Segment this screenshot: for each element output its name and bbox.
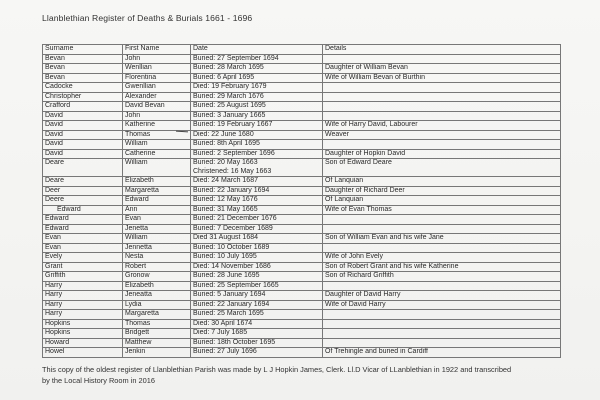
cell-first-name: John xyxy=(123,111,191,121)
footer-note xyxy=(42,365,562,386)
cell-details xyxy=(323,310,561,320)
cell-details: Daughter of David Harry xyxy=(323,291,561,301)
cell-date: Buried: 18th October 1695 xyxy=(191,338,323,348)
cell-date: Buried: 27 July 1696 xyxy=(191,348,323,358)
cell-surname: Cadocke xyxy=(43,83,123,93)
cell-details: Wife of David Harry xyxy=(323,300,561,310)
cell-date xyxy=(191,159,323,177)
cell-details xyxy=(323,281,561,291)
table-row xyxy=(43,348,561,358)
cell-date-line: Buried: 20 May 1663 xyxy=(193,159,258,166)
cell-surname: Hopkins xyxy=(43,319,123,329)
cell-surname: Deare xyxy=(43,159,123,177)
cell-surname: Evely xyxy=(43,253,123,263)
cell-date: Died: 7 July 1685 xyxy=(191,329,323,339)
cell-first-name: Jenkin xyxy=(123,348,191,358)
table-row xyxy=(43,291,561,301)
table-row xyxy=(43,83,561,93)
cell-first-name: David Bevan xyxy=(123,102,191,112)
table-row xyxy=(43,281,561,291)
cell-surname: Howel xyxy=(43,348,123,358)
cell-first-name: John xyxy=(123,54,191,64)
cell-first-name: Evan xyxy=(123,215,191,225)
cell-surname: Bevan xyxy=(43,64,123,74)
cell-surname: Griffith xyxy=(43,272,123,282)
cell-details xyxy=(323,243,561,253)
cell-details: Wife of John Evely xyxy=(323,253,561,263)
cell-surname: Evan xyxy=(43,234,123,244)
cell-details xyxy=(323,224,561,234)
table-row xyxy=(43,140,561,150)
cell-surname: Grant xyxy=(43,262,123,272)
cell-first-name: Thomas xyxy=(123,319,191,329)
cell-surname: David xyxy=(43,140,123,150)
cell-details xyxy=(323,329,561,339)
table-row xyxy=(43,149,561,159)
table-row xyxy=(43,159,561,177)
cell-surname: Edward xyxy=(43,224,123,234)
cell-first-name: Katherine xyxy=(123,121,191,131)
table-row xyxy=(43,205,561,215)
table-row xyxy=(43,224,561,234)
cell-date: Died: 22 June 1680 xyxy=(191,130,323,140)
table-row xyxy=(43,234,561,244)
column-header-surname: Surname xyxy=(43,45,123,55)
cell-date: Buried: 6 April 1695 xyxy=(191,73,323,83)
table-row xyxy=(43,338,561,348)
cell-details: Weaver xyxy=(323,130,561,140)
cell-first-name: William xyxy=(123,159,191,177)
table-header-row xyxy=(43,45,561,55)
cell-details xyxy=(323,92,561,102)
cell-first-name: Gronow xyxy=(123,272,191,282)
cell-date: Buried: 27 September 1694 xyxy=(191,54,323,64)
cell-first-name: Wenllian xyxy=(123,64,191,74)
cell-surname: David xyxy=(43,149,123,159)
footer-line-1: This copy of the oldest register of Llanblethian Parish was made by L J Hopkin James, Clerk. Ll.D Vicar of LLanblethian in 1922 and transcribed xyxy=(42,365,512,374)
cell-surname: Deer xyxy=(43,186,123,196)
cell-details xyxy=(323,111,561,121)
cell-details: Son of William Evan and his wife Jane xyxy=(323,234,561,244)
table-row xyxy=(43,262,561,272)
cell-surname: Bevan xyxy=(43,54,123,64)
table-row xyxy=(43,329,561,339)
cell-surname: Howard xyxy=(43,338,123,348)
cell-first-name: Nesta xyxy=(123,253,191,263)
table-row xyxy=(43,111,561,121)
cell-first-name: Jennetta xyxy=(123,243,191,253)
column-header-date: Date xyxy=(191,45,323,55)
table-row xyxy=(43,215,561,225)
cell-date: Buried: 19 February 1667 xyxy=(191,121,323,131)
table-row xyxy=(43,272,561,282)
table-row xyxy=(43,196,561,206)
table-row xyxy=(43,92,561,102)
cell-surname: Crafford xyxy=(43,102,123,112)
table-row xyxy=(43,64,561,74)
cell-date: Buried: 25 March 1695 xyxy=(191,310,323,320)
cell-surname: Harry xyxy=(43,300,123,310)
cell-date: Buried: 22 January 1694 xyxy=(191,186,323,196)
cell-surname: David xyxy=(43,130,123,140)
cell-details xyxy=(323,102,561,112)
cell-date: Buried: 10 July 1695 xyxy=(191,253,323,263)
cell-details: Son of Richard Griffith xyxy=(323,272,561,282)
cell-surname: Edward xyxy=(43,205,123,215)
cell-first-name: Lydia xyxy=(123,300,191,310)
cell-date: Buried: 10 October 1689 xyxy=(191,243,323,253)
table-row xyxy=(43,186,561,196)
cell-first-name: William xyxy=(123,234,191,244)
cell-first-name: Margaretta xyxy=(123,310,191,320)
cell-date-line: Christened: 16 May 1663 xyxy=(193,167,272,175)
cell-date: Buried: 22 January 1694 xyxy=(191,300,323,310)
table-row xyxy=(43,300,561,310)
cell-surname: Evan xyxy=(43,243,123,253)
table-row xyxy=(43,177,561,187)
cell-first-name: Elizabeth xyxy=(123,177,191,187)
cell-first-name: Margaretta xyxy=(123,186,191,196)
cell-surname: David xyxy=(43,111,123,121)
cell-details: Of Trehingle and buried in Cardiff xyxy=(323,348,561,358)
cell-first-name: Thomas xyxy=(123,130,191,140)
cell-date: Buried: 25 August 1695 xyxy=(191,102,323,112)
cell-details: Wife of Harry David, Labourer xyxy=(323,121,561,131)
cell-date: Buried: 3 January 1665 xyxy=(191,111,323,121)
cell-details: Son of Robert Grant and his wife Katherine xyxy=(323,262,561,272)
cell-details: Son of Edward Deare xyxy=(323,159,561,177)
cell-date: Buried: 31 May 1665 xyxy=(191,205,323,215)
cell-surname: Deare xyxy=(43,177,123,187)
cell-date: Died: 30 April 1674 xyxy=(191,319,323,329)
cell-details xyxy=(323,338,561,348)
cell-details: Of Lanquian xyxy=(323,177,561,187)
cell-first-name: Robert xyxy=(123,262,191,272)
table-row xyxy=(43,130,561,140)
cell-details xyxy=(323,83,561,93)
cell-first-name: Jenetta xyxy=(123,224,191,234)
cell-first-name: William xyxy=(123,140,191,150)
cell-date: Buried: 28 June 1695 xyxy=(191,272,323,282)
cell-surname: Harry xyxy=(43,310,123,320)
cell-date: Buried: 2 September 1696 xyxy=(191,149,323,159)
cell-details: Daughter of William Bevan xyxy=(323,64,561,74)
cell-first-name: Bridgett xyxy=(123,329,191,339)
cell-details xyxy=(323,319,561,329)
cell-date: Buried: 12 May 1676 xyxy=(191,196,323,206)
cell-details: Daughter of Richard Deer xyxy=(323,186,561,196)
table-row xyxy=(43,243,561,253)
cell-details xyxy=(323,215,561,225)
column-header-first-name: First Name xyxy=(123,45,191,55)
cell-first-name: Elizabeth xyxy=(123,281,191,291)
table-row xyxy=(43,319,561,329)
cell-first-name: Ann xyxy=(123,205,191,215)
cell-first-name: Gwenllian xyxy=(123,83,191,93)
cell-details: Of Lanquian xyxy=(323,196,561,206)
cell-date: Buried: 25 September 1665 xyxy=(191,281,323,291)
cell-date: Buried: 28 March 1695 xyxy=(191,64,323,74)
cell-surname: Harry xyxy=(43,281,123,291)
cell-first-name: Edward xyxy=(123,196,191,206)
cell-details xyxy=(323,140,561,150)
cell-first-name: Florentina xyxy=(123,73,191,83)
table-row xyxy=(43,102,561,112)
cell-surname: David xyxy=(43,121,123,131)
column-header-details: Details xyxy=(323,45,561,55)
cell-details: Wife of Evan Thomas xyxy=(323,205,561,215)
table-row xyxy=(43,121,561,131)
table-row xyxy=(43,54,561,64)
cell-first-name: Matthew xyxy=(123,338,191,348)
cell-surname: Hopkins xyxy=(43,329,123,339)
table-row xyxy=(43,253,561,263)
cell-surname: Harry xyxy=(43,291,123,301)
cell-date: Buried: 7 December 1689 xyxy=(191,224,323,234)
footer-line-2: by the Local History Room in 2016 xyxy=(42,375,155,385)
cell-date: Buried: 8th April 1695 xyxy=(191,140,323,150)
cell-date: Buried: 21 December 1676 xyxy=(191,215,323,225)
cell-details xyxy=(323,54,561,64)
cell-date: Died 31 August 1684 xyxy=(191,234,323,244)
cell-surname: Edward xyxy=(43,215,123,225)
cell-details: Wife of William Bevan of Burthin xyxy=(323,73,561,83)
cell-surname: Deere xyxy=(43,196,123,206)
cell-date: Buried: 5 January 1694 xyxy=(191,291,323,301)
cell-first-name: Catherine xyxy=(123,149,191,159)
table-row xyxy=(43,73,561,83)
register-table xyxy=(42,44,561,358)
cell-first-name: Alexander xyxy=(123,92,191,102)
cell-surname: Bevan xyxy=(43,73,123,83)
cell-date: Died: 19 February 1679 xyxy=(191,83,323,93)
table-row xyxy=(43,310,561,320)
cell-date: Died: 14 November 1686 xyxy=(191,262,323,272)
cell-details: Daughter of Hopkin David xyxy=(323,149,561,159)
cell-date: Died: 24 March 1687 xyxy=(191,177,323,187)
document-title: Llanblethian Register of Deaths & Burials 1661 - 1696 xyxy=(42,13,253,23)
cell-first-name: Jeneatta xyxy=(123,291,191,301)
cell-date: Buried: 29 March 1676 xyxy=(191,92,323,102)
cell-surname: Christopher xyxy=(43,92,123,102)
